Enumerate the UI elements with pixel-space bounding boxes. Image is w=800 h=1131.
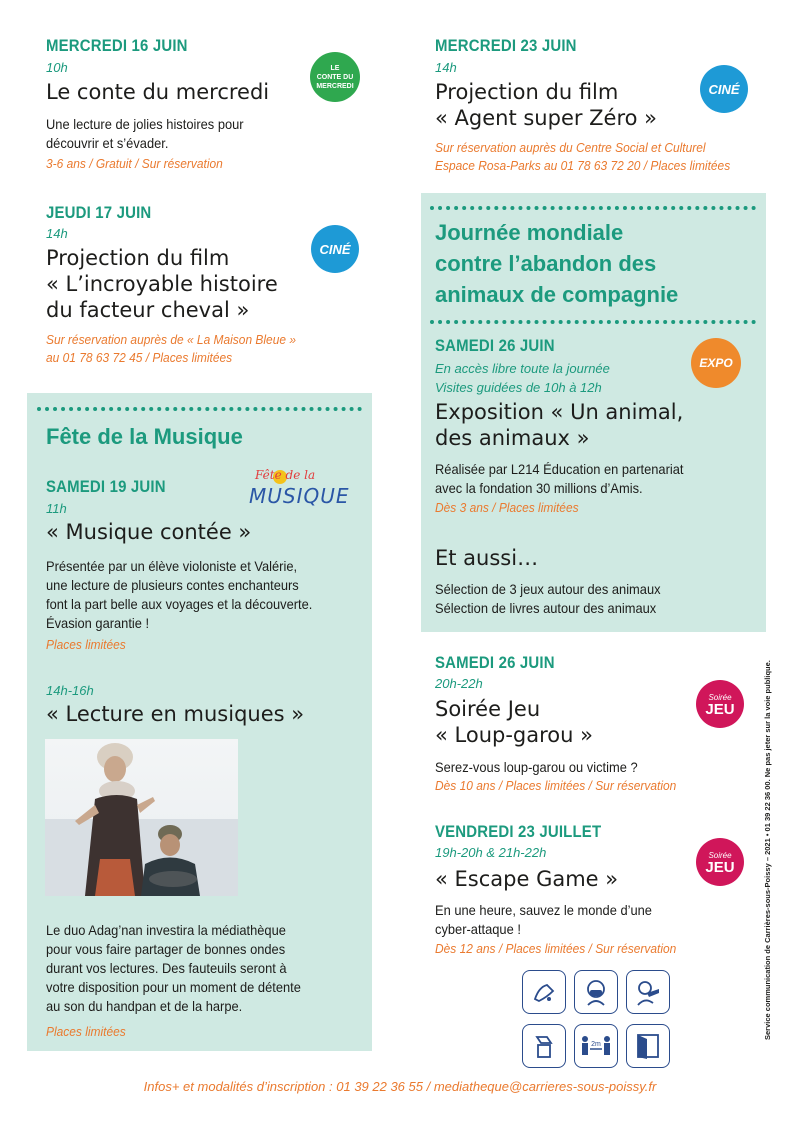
event-date: JEUDI 17 JUIN [46,203,152,222]
event-date: SAMEDI 26 JUIN [435,653,555,672]
cine-badge: CINÉ [311,225,359,273]
event-date: MERCREDI 23 JUIN [435,36,577,55]
vertical-legal-note: Service communication de Carrières-sous-Poissy – 2021 • 01 39 22 36 00. Ne pas jeter sur la voie publique. [763,660,772,1040]
event-date: SAMEDI 19 JUIN [46,477,166,496]
event-time: 19h-20h & 21h-22h [435,845,547,860]
event-date: VENDREDI 23 JUILLET [435,822,602,841]
event-info: Sur réservation auprès de « La Maison Bleue » au 01 78 63 72 45 / Places limitées [46,332,296,365]
event-info: Sur réservation auprès du Centre Social et Culturel Espace Rosa-Parks au 01 78 63 72 20 / Places limitées [435,140,731,173]
section-title: Fête de la Musique [46,424,243,449]
event-info: 3-6 ans / Gratuit / Sur réservation [46,156,223,171]
sanitary-icons [522,970,670,1068]
fete-musique-logo: Fête de la MUSIQUE [249,468,350,508]
event-info: Places limitées [46,1024,126,1039]
et-aussi-list: Sélection de 3 jeux autour des animaux Sélection de livres autour des animaux [435,581,661,616]
event-title: « Musique contée » [46,520,252,544]
event-time: 20h-22h [435,676,483,691]
event-info: Dès 10 ans / Places limitées / Sur réservation [435,778,677,793]
et-aussi-heading: Et aussi… [435,546,539,570]
section-title: Journée mondiale contre l’abandon des animaux de compagnie [435,220,679,307]
footer-contact: Infos+ et modalités d’inscription : 01 39 22 36 55 / mediatheque@carrieres-sous-poissy.fr [143,1079,657,1094]
event-date: MERCREDI 16 JUIN [46,36,188,55]
hand-wash-icon [522,970,566,1014]
dotted-divider [430,206,756,210]
event-description: En une heure, sauvez le monde d’une cyber-attaque ! [435,902,652,937]
soiree-jeu-badge: Soirée JEU [696,680,744,728]
event-time: 14h [435,60,457,75]
event-title: « Lecture en musiques » [46,702,305,726]
event-title: « Escape Game » [435,867,619,891]
cough-elbow-icon [626,970,670,1014]
event-date: SAMEDI 26 JUIN [435,336,555,355]
event-title: Exposition « Un animal, des animaux » [435,400,684,450]
event-info: Dès 12 ans / Places limitées / Sur réservation [435,941,677,956]
event-description: Réalisée par L214 Éducation en partenariat avec la fondation 30 millions d’Amis. [435,461,684,496]
musicians-photo [45,739,238,896]
event-time: 14h [46,226,68,241]
event-info: Places limitées [46,637,126,652]
dotted-divider [37,407,362,411]
event-time: 10h [46,60,68,75]
event-time: 11h [46,501,67,516]
face-mask-icon [574,970,618,1014]
event-time: En accès libre toute la journée Visites guidées de 10h à 12h [435,361,610,395]
event-description: Une lecture de jolies histoires pour découvrir et s’évader. [46,116,244,151]
event-title: Projection du film « Agent super Zéro » [435,80,658,130]
expo-badge: EXPO [691,338,741,388]
event-title: Projection du film « L’incroyable histoire du facteur cheval » [46,246,278,322]
door-icon [626,1024,670,1068]
cine-badge: CINÉ [700,65,748,113]
dotted-divider [430,320,756,324]
svg-text:2m: 2m [591,1041,601,1048]
event-info: Dès 3 ans / Places limitées [435,500,579,515]
event-description: Le duo Adag’nan investira la médiathèque pour vous faire partager de bonnes ondes durant vos lectures. Des fauteuils seront à votre disposition pour un moment de détente au son du handpan et de la harpe. [46,922,301,1014]
soiree-jeu-badge: Soirée JEU [696,838,744,886]
tissue-icon [522,1024,566,1068]
conte-du-mercredi-logo: LE CONTE DU MERCREDI [310,52,360,102]
distance-icon [574,1024,618,1068]
event-description: Présentée par un élève violoniste et Valérie, une lecture de plusieurs contes enchanteurs font la part belle aux voyages et la découverte. Évasion garantie ! [46,558,313,631]
event-title: Soirée Jeu « Loup-garou » [435,697,593,747]
event-description: Serez-vous loup-garou ou victime ? [435,759,638,775]
event-time: 14h-16h [46,683,94,698]
event-title: Le conte du mercredi [46,80,270,104]
